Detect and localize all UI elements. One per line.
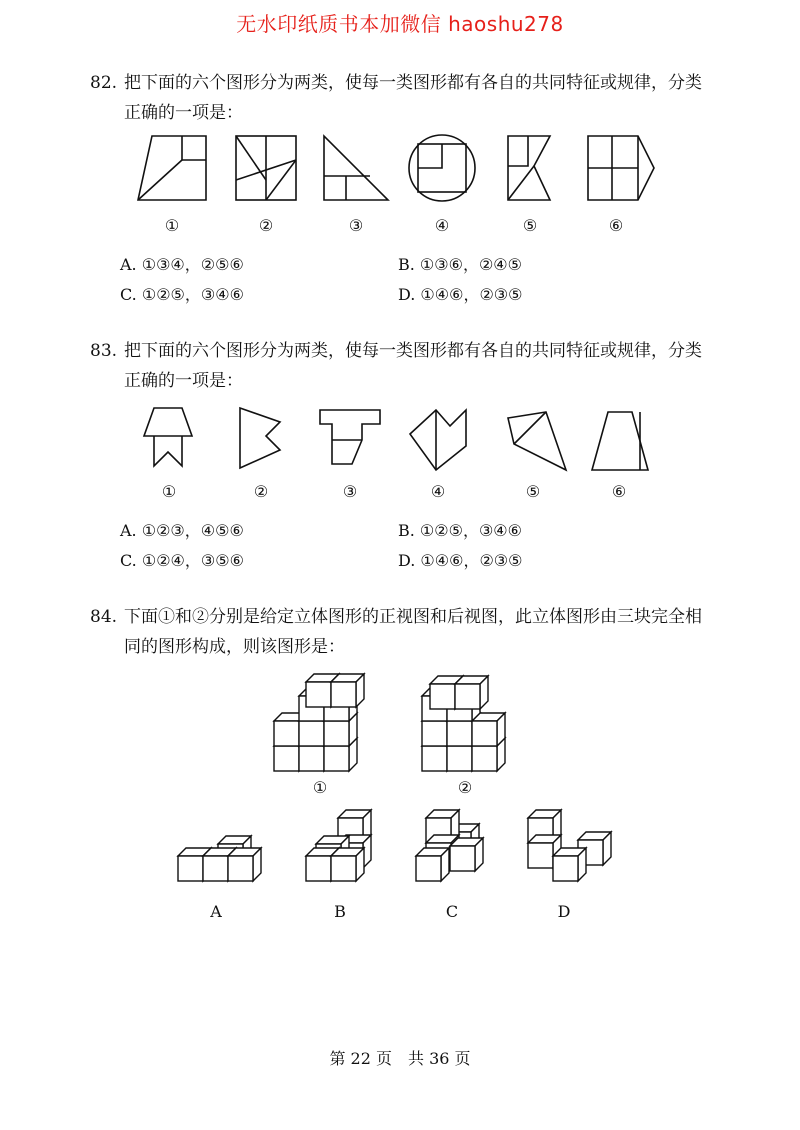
- question-83-number: 83.: [90, 341, 118, 361]
- q82-figure-4: [409, 135, 475, 201]
- q83-label-1: ①: [161, 482, 177, 501]
- q84-answer-label-b[interactable]: B: [334, 902, 346, 921]
- q83-label-3: ③: [342, 482, 358, 501]
- question-84: [90, 602, 710, 662]
- q83-option-c[interactable]: C. ①②④，③⑤⑥: [120, 551, 244, 570]
- q82-figure-3: [324, 136, 388, 200]
- q83-figure-4: [410, 410, 466, 470]
- q82-option-a[interactable]: A. ①③④，②⑤⑥: [120, 255, 244, 274]
- q84-answer-label-a[interactable]: A: [210, 902, 222, 921]
- q82-figure-6: [588, 136, 654, 200]
- question-83-line1: 把下面的六个图形分为两类，使每一类图形都有各自的共同特征或规律，分类: [124, 341, 702, 361]
- q84-view-2: [418, 670, 518, 780]
- q83-figure-5: [508, 412, 566, 470]
- q82-option-d[interactable]: D. ①④⑥，②③⑤: [398, 285, 523, 304]
- q83-option-d[interactable]: D. ①④⑥，②③⑤: [398, 551, 523, 570]
- q83-label-5: ⑤: [525, 482, 541, 501]
- page-footer: 第 22 页 共 36 页: [329, 1049, 471, 1068]
- q84-view-1: [270, 670, 370, 780]
- q82-figure-5: [508, 136, 550, 200]
- q84-answer-b-figure[interactable]: [302, 806, 382, 888]
- question-82-line1: 把下面的六个图形分为两类，使每一类图形都有各自的共同特征或规律，分类: [124, 73, 702, 93]
- q82-figure-1: [138, 136, 206, 200]
- question-82-number: 82.: [90, 73, 118, 93]
- question-83-line2: 正确的一项是：: [124, 371, 243, 391]
- q84-view-label-2: ②: [457, 778, 473, 797]
- q83-figure-1: [144, 408, 192, 466]
- q82-label-4: ④: [434, 216, 450, 235]
- q82-figure-2: [236, 136, 296, 200]
- q82-option-b[interactable]: B. ①③⑥，②④⑤: [398, 255, 522, 274]
- q83-label-2: ②: [253, 482, 269, 501]
- q83-figure-3: [320, 410, 380, 464]
- q82-label-3: ③: [348, 216, 364, 235]
- q84-answer-d-figure[interactable]: [524, 806, 624, 888]
- question-84-line2: 同的图形构成，则该图形是：: [124, 637, 345, 657]
- question-83-text: [90, 336, 710, 366]
- q84-answer-c-figure[interactable]: [412, 806, 492, 888]
- q83-figure-2: [240, 408, 280, 468]
- q83-label-4: ④: [430, 482, 446, 501]
- q84-view-label-1: ①: [312, 778, 328, 797]
- q83-figures: [130, 404, 670, 476]
- question-82-text: [90, 68, 710, 98]
- q82-label-6: ⑥: [608, 216, 624, 235]
- q84-answer-a-figure[interactable]: [174, 822, 274, 888]
- question-84-text: [90, 602, 710, 632]
- q84-answer-label-d[interactable]: D: [557, 902, 571, 921]
- q82-label-2: ②: [258, 216, 274, 235]
- q83-option-a[interactable]: A. ①②③，④⑤⑥: [120, 521, 244, 540]
- q83-label-6: ⑥: [611, 482, 627, 501]
- q83-option-b[interactable]: B. ①②⑤，③④⑥: [398, 521, 522, 540]
- q82-label-1: ①: [164, 216, 180, 235]
- q82-option-c[interactable]: C. ①②⑤，③④⑥: [120, 285, 244, 304]
- question-84-number: 84.: [90, 607, 118, 627]
- q82-label-5: ⑤: [522, 216, 538, 235]
- q82-figures: [130, 130, 670, 210]
- question-83: [90, 336, 710, 396]
- q83-figure-6: [592, 412, 648, 470]
- watermark-text: 无水印纸质书本加微信 haoshu278: [236, 12, 564, 36]
- question-82: [90, 68, 710, 128]
- question-84-line1: 下面①和②分别是给定立体图形的正视图和后视图，此立体图形由三块完全相: [124, 607, 702, 627]
- question-82-line2: 正确的一项是：: [124, 103, 243, 123]
- q84-answer-label-c[interactable]: C: [445, 902, 459, 921]
